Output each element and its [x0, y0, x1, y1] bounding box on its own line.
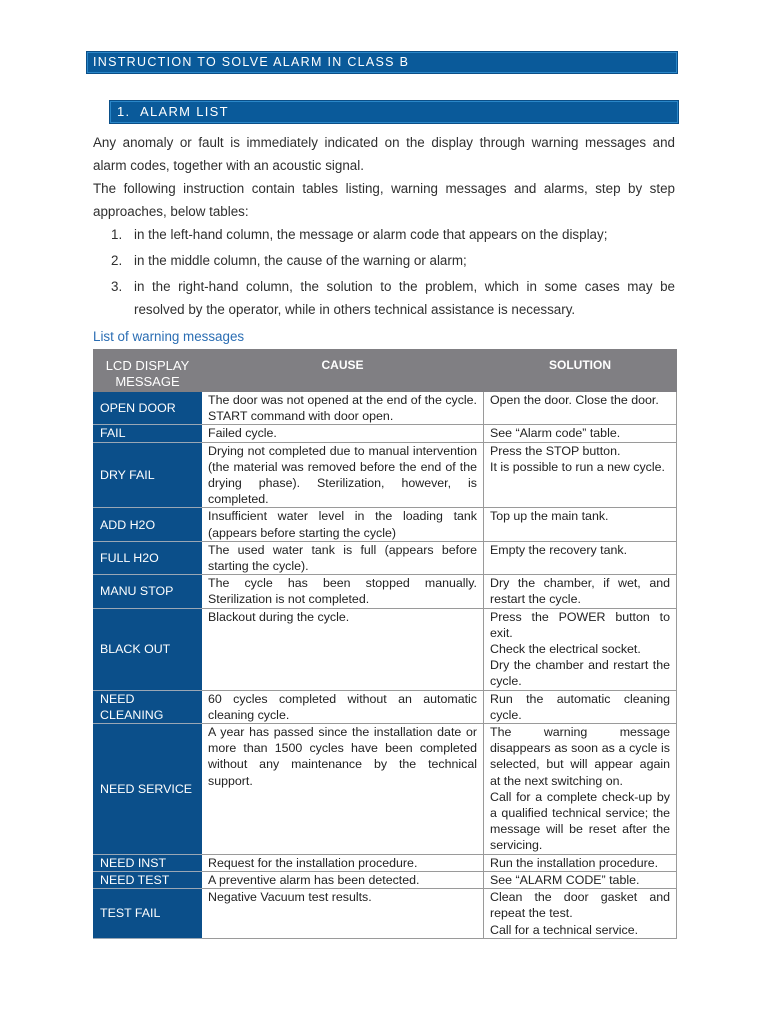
lcd-message-cell: NEED TEST [94, 871, 202, 888]
solution-line: It is possible to run a new cycle. [490, 459, 665, 474]
table-row [94, 575, 677, 608]
table-row [94, 854, 677, 871]
solution-cell [484, 541, 677, 574]
list-item-number: 2. [111, 253, 123, 268]
section-heading-bar [110, 101, 678, 123]
lcd-message-cell: OPEN DOOR [94, 392, 202, 425]
solution-line: Call for a technical service. [490, 922, 639, 937]
table-row [94, 392, 677, 425]
lcd-message-cell: FAIL [94, 425, 202, 442]
table-row [94, 541, 677, 574]
column-header-cause: CAUSE [202, 350, 484, 392]
table-row [94, 608, 677, 690]
solution-cell [484, 442, 677, 508]
solution-line: Dry the chamber and restart the cycle. [490, 658, 670, 689]
solution-cell [484, 575, 677, 608]
solution-line: Run the automatic cleaning cycle. [490, 691, 670, 722]
column-header-message: LCD DISPLAY MESSAGE [94, 350, 202, 392]
table-header-row [94, 350, 677, 392]
list-item-number: 1. [111, 227, 123, 242]
lcd-message-cell: TEST FAIL [94, 889, 202, 939]
solution-line: Empty the recovery tank. [490, 542, 628, 557]
cause-cell: 60 cycles completed without an automatic cleaning cycle. [202, 690, 484, 723]
solution-line: See “Alarm code” table. [490, 426, 621, 441]
table-body [94, 392, 677, 939]
list-item-text: in the middle column, the cause of the warning or alarm; [134, 253, 467, 268]
section-number: 1. [117, 104, 131, 119]
solution-line: Top up the main tank. [490, 509, 609, 524]
solution-line: Open the door. Close the door. [490, 393, 659, 407]
list-item-text: in the right-hand column, the solution to the problem, which in some cases may be resolved by the operator, while in others technical assistance is necessary. [134, 279, 675, 317]
cause-cell: The door was not opened at the end of the cycle. START command with door open. [202, 392, 484, 425]
list-item-number: 3. [111, 279, 123, 294]
warning-messages-table [93, 349, 677, 939]
cause-cell: Request for the installation procedure. [202, 854, 484, 871]
list-item [93, 223, 675, 246]
solution-cell [484, 608, 677, 690]
solution-cell [484, 392, 677, 425]
cause-cell: Failed cycle. [202, 425, 484, 442]
solution-cell [484, 425, 677, 442]
section-title: ALARM LIST [140, 104, 229, 119]
solution-line: Press the STOP button. [490, 443, 621, 458]
document-header-title: INSTRUCTION TO SOLVE ALARM IN CLASS B [93, 55, 410, 69]
table-row [94, 508, 677, 541]
table-row [94, 442, 677, 508]
table-caption: List of warning messages [93, 329, 245, 344]
solution-line: Clean the door gasket and repeat the test. [490, 890, 670, 921]
lcd-message-cell: DRY FAIL [94, 442, 202, 508]
cause-cell: The cycle has been stopped manually. Sterilization is not completed. [202, 575, 484, 608]
lcd-message-cell: ADD H2O [94, 508, 202, 541]
steps-list [93, 223, 675, 321]
cause-cell: Blackout during the cycle. [202, 608, 484, 690]
intro-paragraph-1: Any anomaly or fault is immediately indicated on the display through warning messages and alarm codes, together with an acoustic signal. [93, 135, 675, 173]
solution-line: Check the electrical socket. [490, 642, 641, 657]
solution-line: See “ALARM CODE” table. [490, 872, 640, 887]
solution-cell [484, 889, 677, 939]
list-item-text: in the left-hand column, the message or alarm code that appears on the display; [134, 227, 608, 242]
solution-cell [484, 508, 677, 541]
document-header-bar [87, 52, 677, 73]
solution-cell [484, 871, 677, 888]
lcd-message-cell: NEED CLEANING [94, 690, 202, 723]
solution-cell [484, 854, 677, 871]
table-row [94, 889, 677, 939]
solution-cell [484, 690, 677, 723]
table-row [94, 724, 677, 855]
solution-cell [484, 724, 677, 855]
column-header-solution: SOLUTION [484, 350, 677, 392]
list-item [93, 275, 675, 321]
solution-line: Press the POWER button to exit. [490, 609, 670, 640]
cause-cell: Negative Vacuum test results. [202, 889, 484, 939]
lcd-message-cell: BLACK OUT [94, 608, 202, 690]
table-row [94, 871, 677, 888]
solution-line: Dry the chamber, if wet, and restart the cycle. [490, 576, 670, 607]
cause-cell: Drying not completed due to manual intervention (the material was removed before the end of the drying phase). Sterilization, however, is completed. [202, 442, 484, 508]
lcd-message-cell: FULL H2O [94, 541, 202, 574]
solution-line: Run the installation procedure. [490, 855, 659, 870]
lcd-message-cell: NEED INST [94, 854, 202, 871]
cause-cell: The used water tank is full (appears before starting the cycle). [202, 541, 484, 574]
lcd-message-cell: NEED SERVICE [94, 724, 202, 855]
cause-cell: A year has passed since the installation date or more than 1500 cycles have been completed without any maintenance by the technical support. [202, 724, 484, 855]
intro-paragraph-2: The following instruction contain tables listing, warning messages and alarms, step by step approaches, below tables: [93, 181, 675, 219]
cause-cell: Insufficient water level in the loading tank (appears before starting the cycle) [202, 508, 484, 541]
table-row [94, 690, 677, 723]
table-row [94, 425, 677, 442]
solution-line: The warning message disappears as soon as a cycle is selected, but will appear again at the next switching on. [490, 725, 670, 788]
solution-line: Call for a complete check-up by a qualified technical service; the message will be reset after the servicing. [490, 789, 670, 853]
cause-cell: A preventive alarm has been detected. [202, 871, 484, 888]
list-item [93, 249, 675, 272]
lcd-message-cell: MANU STOP [94, 575, 202, 608]
